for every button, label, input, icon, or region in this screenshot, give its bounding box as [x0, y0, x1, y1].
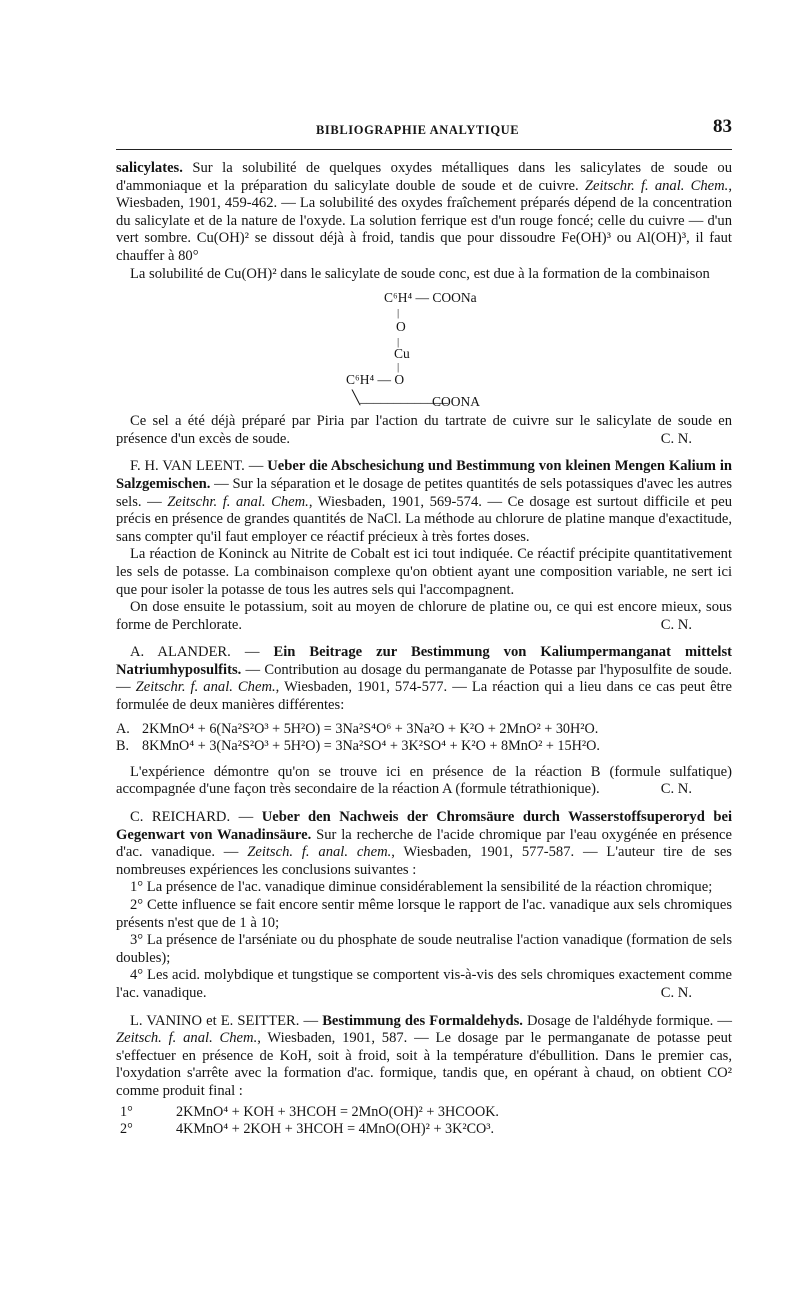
bond-line: | [397, 361, 400, 374]
equation-text: 4KMnO⁴ + 2KOH + 3HCOH = 4MnO(OH)² + 3K²CO³. [176, 1121, 495, 1138]
entry-lead: salicylates. [116, 160, 183, 176]
entry-text: On dose ensuite le potassium, soit au moyen de chlorure de platine ou, ce qui est encore mieux, sous forme de Perchlorate. [116, 599, 732, 633]
formula-line: O [396, 319, 406, 335]
entry-paragraph [116, 764, 732, 799]
equation-1 [116, 1104, 732, 1122]
equation-b [116, 738, 732, 756]
entry-text: , Wiesbaden, 1901, 577-587. — L'auteur tire de ses nombreuses expériences les conclusions suivantes : [116, 844, 732, 878]
equation-text: 2KMnO⁴ + KOH + 3HCOH = 2MnO(OH)² + 3HCOOK. [176, 1103, 499, 1120]
signature: C. N. [660, 430, 692, 447]
equation-a [116, 721, 732, 739]
entry-title: Ueber die Abschesichung und Bestimmung von kleinen Mengen Kalium in Salzgemischen. [116, 458, 732, 492]
conclusion-item [116, 967, 732, 1002]
entry-text: Sur la solubilité de quelques oxydes métalliques dans les salicylates de soude ou d'ammoniaque et la préparation du salicylate double de soude et de cuivre. [116, 160, 732, 194]
entry-text: Sur la recherche de l'acide chromique par l'eau oxygénée en présence d'ac. vanadique. — [116, 826, 732, 861]
entry-text: , Wiesbaden, 1901, 459-462. — La solubilité des oxydes fraîchement préparés dépend de la concentration du salicylate et de la nature de l'oxyde. La solution ferrique est d'un rouge foncé; celle du cuivre — d'un vert sombre. Cu(OH)² se dissout déjà à froid, tandis que pour dissoudre Fe(OH)³ ou Al(OH)³, il faut chauffer à 80° [116, 177, 732, 264]
running-header [116, 118, 732, 140]
citation: Zeitschr. f. anal. Chem. [584, 177, 729, 194]
bond-line: | [397, 307, 400, 320]
entry-text: , Wiesbaden, 1901, 574-577. — La réaction qui a lieu dans ce cas peut être formulée de deux manières différentes: [116, 679, 732, 714]
signature: C. N. [660, 781, 692, 798]
entry-text: — Sur la séparation et le dosage de petites quantités de sels potassiques d'avec les autres sels. — [116, 475, 732, 510]
formula-line: C⁶H⁴ — COONa [384, 290, 477, 306]
conclusion-item: 2° Cette influence se fait encore sentir même lorsque le rapport de l'ac. vanadique aux sels chromiques présents n'est que de 1 à 10; [116, 897, 732, 931]
conclusion-item: 1° La présence de l'ac. vanadique diminue considérablement la sensibilité de la réaction chromique; [130, 879, 713, 896]
entry-author: F. H. VAN LEENT. [130, 458, 245, 475]
equation-text: 8KMnO⁴ + 3(Na²S²O³ + 5H²O) = 3Na²SO⁴ + 3K²SO⁴ + K²O + 8MnO² + 15H²O. [142, 738, 600, 755]
running-title: BIBLIOGRAPHIE ANALYTIQUE [316, 123, 520, 137]
entry-author: L. VANINO et E. SEITTER. [130, 1012, 300, 1029]
structural-formula [116, 285, 732, 411]
conclusion-item: 3° La présence de l'arséniate ou du phosphate de soude neutralise l'action vanadique (formation de sels doubles); [116, 932, 732, 966]
citation: Zeitsch. f. anal. chem. [247, 844, 392, 861]
entry-title: Bestimmung des Formaldehyds. [322, 1012, 523, 1029]
entry-text: , Wiesbaden, 1901, 587. — Le dosage par le permanganate de potasse peut s'effectuer en présence de KoH, soit à froid, soit à la température d'ébullition. Dans le premier cas, l'oxydation s'arrête avec la formation d'ac. formique, tandis que, en opérant à chaud, on obtient CO² comme produit final : [116, 1030, 732, 1099]
entry-vanino [116, 1013, 732, 1139]
equation-label: 1° [120, 1103, 133, 1120]
page-number: 83 [713, 116, 732, 137]
equation-label: 2° [120, 1121, 133, 1138]
entry-author: C. REICHARD. [130, 809, 231, 826]
entry-salicylates [116, 160, 732, 448]
entry-text: L'expérience démontre qu'on se trouve ici en présence de la réaction B (formule sulfatique) accompagnée d'une façon très secondaire de la réaction A (formule tétrathionique). [116, 763, 732, 798]
citation: Zeitschr. f. anal. Chem. [135, 679, 276, 696]
signature: C. N. [660, 616, 692, 633]
entry-paragraph [116, 599, 732, 634]
entry-alander [116, 644, 732, 799]
entry-paragraph: C. REICHARD. — Ueber den Nachweis der Chromsäure durch Wasserstoffsuperoryd bei Gegenwart von Wanadinsäure. Sur la recherche de l'acide chromique par l'eau oxygénée en présence d'ac. vanadique. — Zeitsch. f. anal. chem., Wiesbaden, 1901, 577-587. — L'auteur tire de ses nombreuses expériences les conclusions suivantes : [116, 809, 732, 878]
page [116, 118, 732, 1139]
entry-van-leent [116, 458, 732, 634]
entry-paragraph [116, 160, 732, 266]
entry-paragraph: La solubilité de Cu(OH)² dans le salicylate de soude conc, est due à la formation de la combinaison [130, 265, 710, 282]
formula-line: COONA [432, 394, 481, 410]
entry-paragraph: F. H. VAN LEENT. — Ueber die Abschesichung und Bestimmung von kleinen Mengen Kalium in Salzgemischen. — Sur la séparation et le dosage de petites quantités de sels potassiques d'avec les autres sels. — Zeitschr. f. anal. Chem., Wiesbaden, 1901, 569-574. — Ce dosage est surtout difficile et peu précis en présence de grandes quantités de NaCl. La méthode au chlorure de platine manque d'exactitude, sans compter qu'il faut employer ce réactif précieux à très fortes doses. [116, 458, 732, 545]
formula-line: Cu [394, 346, 410, 362]
entry-text: — Contribution au dosage du permanganate de Potasse par l'hyposulfite de soude. — [116, 661, 732, 696]
equation-2 [116, 1121, 732, 1139]
entry-text: 4° Les acid. molybdique et tungstique se comportent vis-à-vis des sels chromiques exactement comme l'ac. vanadique. [116, 967, 732, 1001]
bond-line: ╲_____________ [352, 390, 448, 406]
entry-paragraph: L. VANINO et E. SEITTER. — Bestimmung des Formaldehyds. Dosage de l'aldéhyde formique. — Zeitsch. f. anal. Chem., Wiesbaden, 1901, 587. — Le dosage par le permanganate de potasse peut s'effectuer en présence de KoH, soit à froid, soit à la température d'ébullition. Dans le premier cas, l'oxydation s'arrête avec la formation d'ac. formique, tandis que, en opérant à chaud, on obtient CO² comme produit final : [116, 1012, 732, 1099]
bond-line: | [397, 336, 400, 349]
citation: Zeitschr. f. anal. Chem. [167, 493, 309, 510]
formula-line: C⁶H⁴ — O [346, 372, 405, 388]
entry-title: Ueber den Nachweis der Chromsäure durch Wasserstoffsuperoryd bei Gegenwart von Wanadinsäure. [116, 809, 732, 843]
header-rule [116, 149, 732, 150]
entry-paragraph: La réaction de Koninck au Nitrite de Cobalt est ici tout indiquée. Ce réactif précipite quantitativement les sels de potasse. La combinaison complexe qu'on obtient ayant une composition variable, ne sert ici que pour isoler la potasse de tous les autres sels qui l'accompagnent. [116, 546, 732, 598]
signature: C. N. [660, 984, 692, 1001]
entry-author: A. ALANDER. [130, 644, 231, 661]
entry-paragraph: A. ALANDER. — Ein Beitrage zur Bestimmung von Kaliumpermanganat mittelst Natriumhyposulfits. — Contribution au dosage du permanganate de Potasse par l'hyposulfite de soude. — Zeitschr. f. anal. Chem., Wiesbaden, 1901, 574-577. — La réaction qui a lieu dans ce cas peut être formulée de deux manières différentes: [116, 644, 732, 714]
equation-text: 2KMnO⁴ + 6(Na²S²O³ + 5H²O) = 3Na²S⁴O⁶ + 3Na²O + K²O + 2MnO² + 30H²O. [142, 720, 599, 737]
entry-text: , Wiesbaden, 1901, 569-574. — Ce dosage est surtout difficile et peu précis en présence de grandes quantités de NaCl. La méthode au chlorure de platine manque d'exactitude, sans compter qu'il faut employer ce réactif précieux à très fortes doses. [116, 493, 732, 545]
equation-label: B. [116, 738, 130, 755]
entry-text: Ce sel a été déjà préparé par Piria par l'action du tartrate de cuivre sur le salicylate de soude en présence d'un excès de soude. [116, 413, 732, 447]
entry-text: Dosage de l'aldéhyde formique. — [522, 1012, 732, 1029]
equation-label: A. [116, 720, 130, 737]
citation: Zeitsch. f. anal. Chem. [116, 1030, 258, 1047]
entry-paragraph [116, 413, 732, 448]
entry-reichard [116, 809, 732, 1003]
entry-title: Ein Beitrage zur Bestimmung von Kaliumpermanganat mittelst Natriumhyposulfits. [116, 644, 732, 678]
